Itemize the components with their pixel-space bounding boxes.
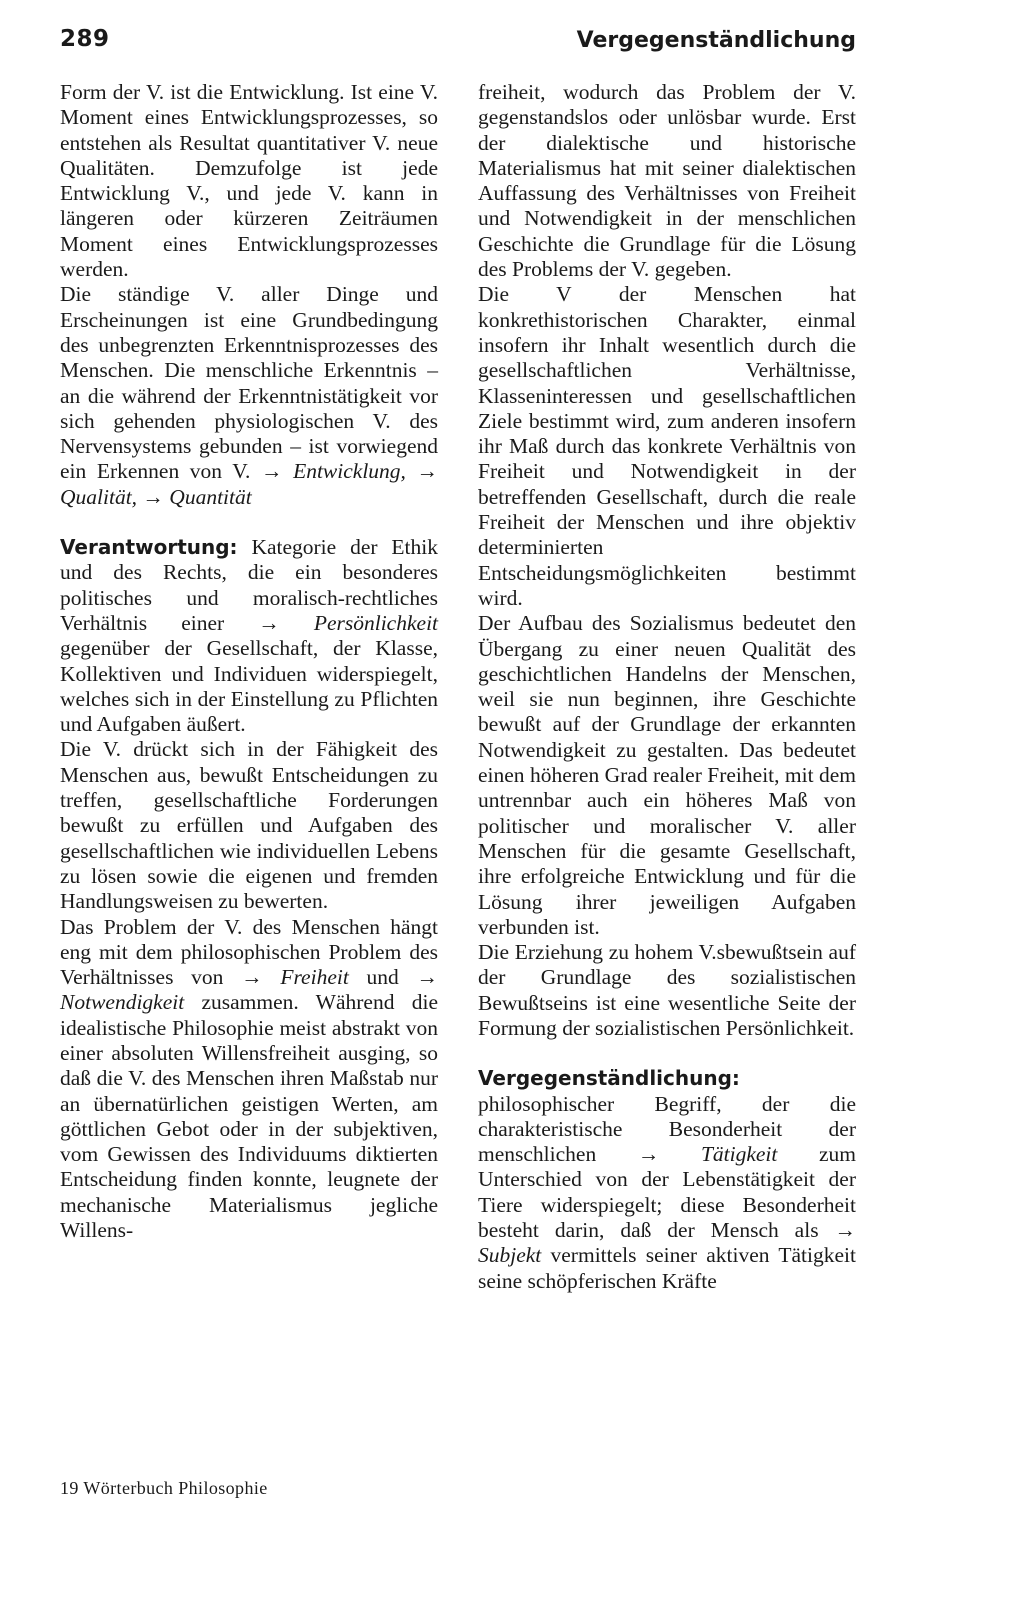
cross-reference-subjekt: Subjekt [478,1243,542,1268]
cross-reference-arrow-icon: → [834,1218,856,1243]
definition-text: zum Unterschied von der Lebenstätigkeit der Tiere widerspiegelt; diese Besonderheit besteht darin, daß der Mensch als [478,1142,857,1243]
cross-reference-taetigkeit: Tätigkeit [700,1142,778,1167]
cross-reference-persoenlichkeit: Persönlichkeit [313,610,439,635]
paragraph-konkret-historisch: Die V der Menschen hat konkrethistorischen Charakter, einmal insofern ihr Inhalt wesentlich durch die gesellschaftlichen Verhältnisse, Klasseninteressen und gesellschaftlichen Ziele bestimmt wird, zum anderen insofern ihr Maß durch das konkrete Verhältnis von Freiheit und Notwendigkeit in der betreffenden Gesellschaft, durch die reale Freiheit der Menschen und ihre objektiv determinierten Entscheidungsmöglichkeiten bestimmt wird. [478,282,856,610]
definition-text: vermittels seiner aktiven Tätigkeit seine schöpferischen Kräfte [478,1243,856,1293]
cross-reference-arrow-icon: → [142,484,164,509]
printer-signature: 19 Wörterbuch Philosophie [60,1478,268,1498]
running-head: Vergegenständlichung [576,28,856,53]
cross-reference-arrow-icon: → [637,1142,660,1167]
entry-verantwortung [60,535,438,737]
definition-text: Kategorie der Ethik und des Rechts, die ein besonderes politisches und moralisch-rechtliches Verhältnis einer [60,535,439,635]
headword-verantwortung: Verantwortung: [60,535,238,560]
cross-reference-entwicklung: Entwicklung, [293,459,406,484]
paragraph-erziehung: Die Erziehung zu hohem V.sbewußtsein auf der Grundlage des sozialistischen Bewußtseins ist eine wesentliche Seite der Formung der sozialistischen Persönlichkeit. [478,940,856,1040]
headword-vergegenstaendlichung: Vergegenständlichung: [478,1066,740,1091]
definition-text: gegenüber der Gesellschaft, der Klasse, Kollektiven und Individuen widerspiegelt, welches sich in der Einstellung zu Pflichten und Aufgaben äußert. [60,636,438,737]
cross-reference-freiheit: Freiheit [280,965,349,990]
right-column [478,80,856,1294]
cross-reference-arrow-icon: → [416,965,439,990]
paragraph-veraenderung-erkenntnis [60,282,438,510]
cross-reference-arrow-icon: → [241,965,263,990]
paragraph-verantwortung-problem [60,915,438,1244]
definition-text: philosophischer Begriff, der die charakteristische Besonderheit der menschlichen [478,1091,856,1167]
cross-reference-arrow-icon: → [416,459,439,484]
cross-reference-qualitaet: Qualität, [60,484,138,509]
paragraph-willensfreiheit: freiheit, wodurch das Problem der V. gegenstandslos oder unlösbar wurde. Erst der dialektische und historische Materialismus hat mit seiner dialektischen Auffassung des Verhältnisses von Freiheit und Notwendigkeit in der menschlichen Geschichte die Grundlage für die Lösung des Problems der V. gegeben. [478,80,856,282]
entry-vergegenstaendlichung [478,1066,856,1294]
page-number: 289 [60,26,110,52]
cross-reference-arrow-icon: → [260,459,283,484]
paragraph-verantwortung-faehigkeit: Die V. drückt sich in der Fähigkeit des Menschen aus, bewußt Entscheidungen zu treffen, gesellschaftliche Forderungen bewußt zu erfüllen und Aufgaben des gesellschaftlichen wie individuellen Lebens zu lösen sowie die eigenen und fremden Handlungsweisen zu bewerten. [60,737,438,914]
cross-reference-notwendigkeit: Notwendigkeit [60,990,185,1015]
left-column [60,80,438,1243]
cross-reference-arrow-icon: → [258,610,280,635]
conjunction: und [366,965,399,990]
paragraph-veraenderung-forms: Form der V. ist die Entwicklung. Ist eine V. Moment eines Entwicklungsprozesses, so entstehen als Resultat quantitativer V. neue Qualitäten. Demzufolge ist jede Entwicklung V., und jede V. kann in längeren oder kürzeren Zeiträumen Moment eines Entwicklungsprozesses werden. [60,80,438,282]
paragraph-sozialismus: Der Aufbau des Sozialismus bedeutet den Übergang zu einer neuen Qualität des geschichtlichen Handelns der Menschen, weil sie nun beginnen, ihre Geschichte bewußt auf der Grundlage der erkannten Notwendigkeit zu gestalten. Das bedeutet einen höheren Grad realer Freiheit, mit dem untrennbar auch ein höheres Maß von politischer und moralischer V. aller Menschen für die gesamte Gesellschaft, ihre erfolgreiche Entwicklung und für die Lösung ihrer jeweiligen Aufgaben verbunden ist. [478,611,856,939]
paragraph-text: zusammen. Während die idealistische Philosophie meist abstrakt von einer absoluten Willensfreiheit ausging, so daß die V. des Menschen ihren Maßstab nur an übernatürlichen geistigen Werten, am göttlichen Gebot oder in der subjektiven, vom Gewissen des Individuums diktierten Entscheidung finden konnte, leugnete der mechanische Materialismus jegliche Willens- [60,990,439,1243]
paragraph-text: Die ständige V. aller Dinge und Erscheinungen ist eine Grundbedingung des unbegrenzten Erkenntnisprozesses des Menschen. Die menschliche Erkenntnis – an die während der Erkenntnistätigkeit vor sich gehenden physiologischen V. des Nervensystems gebunden – ist vorwiegend ein Erkennen von V. [60,282,438,484]
paragraph-text: Das Problem der V. des Menschen hängt eng mit dem philosophischen Problem des Verhältnisses von [60,914,438,990]
cross-reference-quantitaet: Quantität [169,484,252,509]
